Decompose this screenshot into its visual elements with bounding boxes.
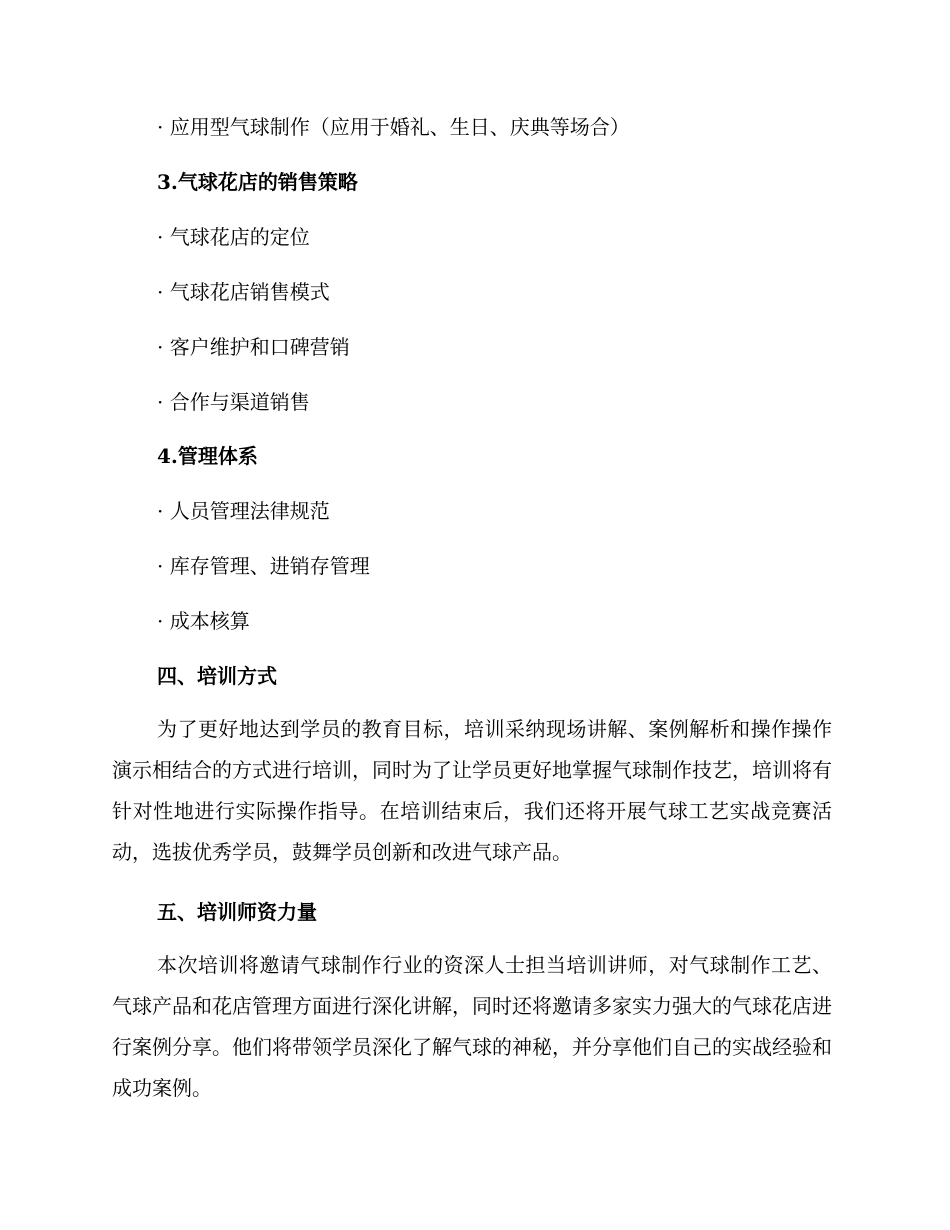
list-item: · 库存管理、进销存管理 <box>157 554 370 578</box>
section-heading: 4.管理体系 <box>157 444 258 468</box>
list-item: · 气球花店销售模式 <box>157 280 330 304</box>
paragraph: 本次培训将邀请气球制作行业的资深人士担当培训讲师，对气球制作工艺、气球产品和花店管理方面进行深化讲解，同时还将邀请多家实力强大的气球花店进行案例分享。他们将带领学员深化了解气球的神秘，并分享他们自己的实战经验和成功案例。 <box>112 953 832 1100</box>
list-item: · 成本核算 <box>157 609 250 633</box>
list-item: · 应用型气球制作（应用于婚礼、生日、庆典等场合） <box>157 115 630 139</box>
section-heading: 四、培训方式 <box>157 664 277 688</box>
list-item: · 人员管理法律规范 <box>157 499 330 523</box>
section-heading: 3.气球花店的销售策略 <box>157 170 358 194</box>
list-item: · 气球花店的定位 <box>157 225 310 249</box>
list-item: · 客户维护和口碑营销 <box>157 335 350 359</box>
paragraph: 为了更好地达到学员的教育目标，培训采纳现场讲解、案例解析和操作操作演示相结合的方式进行培训，同时为了让学员更好地掌握气球制作技艺，培训将有针对性地进行实际操作指导。在培训结束后，我们还将开展气球工艺实战竞赛活动，选拔优秀学员，鼓舞学员创新和改进气球产品。 <box>112 717 832 864</box>
list-item: · 合作与渠道销售 <box>157 390 310 414</box>
section-heading: 五、培训师资力量 <box>157 900 317 924</box>
